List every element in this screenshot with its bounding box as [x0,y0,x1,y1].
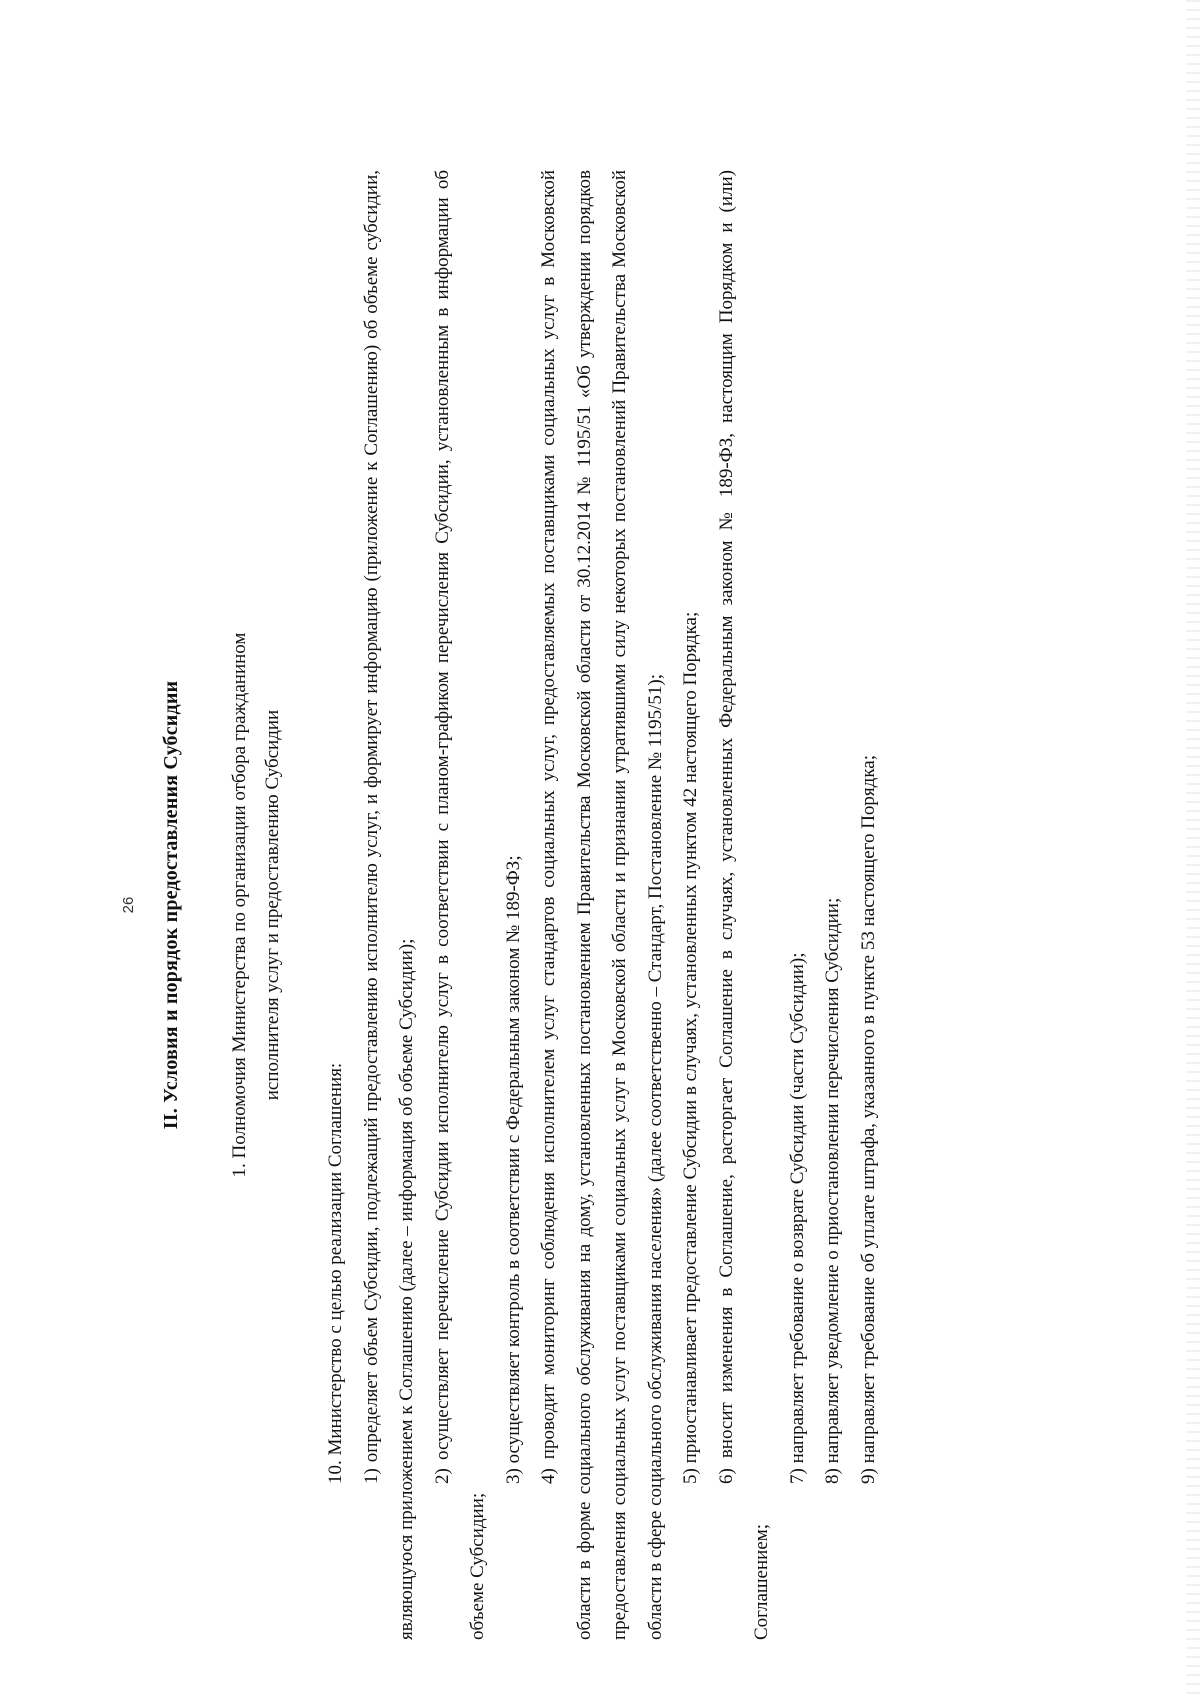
paragraph-item-7: 7) направляет требование о возврате Субсидии (части Субсидии); [786,952,808,1484]
paragraph-item-6: 6) вносит изменения в Соглашение, расторгает Соглашение в случаях, установленных Федеральным законом № 189-ФЗ, настоящим Порядком и (или) Соглашением; [715,170,772,1640]
paragraph-clause-10: 10. Министерство с целью реализации Соглашения: [325,1062,346,1484]
paragraph-item-9: 9) направляет требование об уплате штрафа, указанного в пункте 53 настоящего Порядка; [857,755,879,1484]
scan-edge-artifact [1186,0,1200,1697]
paragraph-item-5: 5) приостанавливает предоставление Субсидии в случаях, установленных пунктом 42 настоящего Порядка; [680,611,701,1484]
page-number: 26 [120,896,137,914]
section-title: II. Условия и порядок предоставления Субсидии [160,680,182,1130]
paragraph-item-2: 2) осуществляет перечисление Субсидии исполнителю услуг в соответствии с планом-графиком перечисления Субсидии, установленным в информации об объеме Субсидии; [431,170,488,1640]
subsection-title-line-2: исполнителя услуг и предоставлению Субсидии [262,709,283,1101]
paragraph-item-1: 1) определяет объем Субсидии, подлежащий предоставлению исполнителю услуг, и формирует информацию (приложение к Соглашению) об объеме субсидии, являющуюся приложением к Соглашению (далее – информация об объеме Субсидии); [360,170,417,1640]
paragraph-item-3: 3) осуществляет контроль в соответствии с Федеральным законом № 189-ФЗ; [502,855,524,1484]
subsection-title [223,170,289,1640]
rotated-content [120,170,1080,1640]
paragraph-item-8: 8) направляет уведомление о приостановлении перечисления Субсидии; [822,897,843,1484]
document-body [318,170,886,1640]
paragraph-item-4: 4) проводит мониторинг соблюдения исполнителем услуг стандартов социальных услуг, предоставляемых поставщиками социальных услуг в Московской области в форме социального обслуживания на дому, установленных постановлением Правительства Московской области от 30.12.2014 № 1195/51 «Об утверждении порядков предоставления социальных услуг поставщиками социальных услуг в Московской области и признании утратившими силу некоторых постановлений Правительства Московской области в сфере социального обслуживания населения» (далее соответственно – Стандарт, Постановление № 1195/51); [538,170,666,1640]
subsection-title-line-1: 1. Полномочия Министерства по организации отбора гражданином [229,632,250,1178]
